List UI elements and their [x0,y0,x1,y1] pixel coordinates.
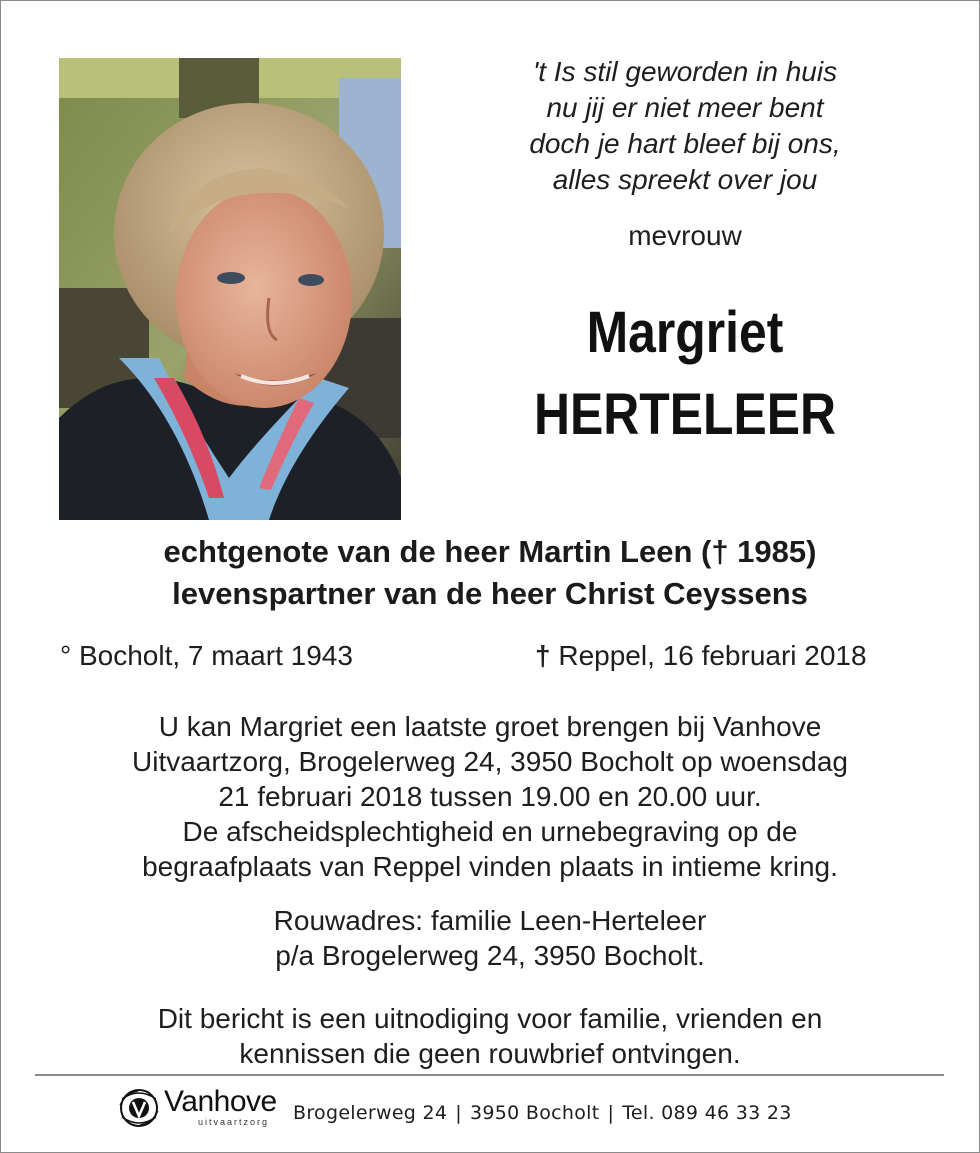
vanhove-logo [116,1083,286,1131]
death-info [535,640,867,672]
divider [35,1074,944,1076]
text-line: Uitvaartzorg, Brogelerweg 24, 3950 Bocholt op woensdag [132,746,848,777]
footer-separator: | [607,1102,615,1124]
text-line: begraafplaats van Reppel vinden plaats in intieme kring. [142,851,838,882]
footer-separator: | [455,1102,462,1124]
mourning-address [40,903,940,973]
relation-partner: levenspartner van de heer Christ Ceyssens [172,576,808,611]
logo-subtitle: uitvaartzorg [198,1117,270,1127]
footer-contact [293,1102,792,1124]
vanhove-emblem-icon [116,1085,162,1131]
text-line: Dit bericht is een uitnodiging voor familie, vrienden en [157,1003,823,1034]
text-line: Rouwadres: familie Leen-Herteleer [273,905,707,936]
text-line: kennissen die geen rouwbrief ontvingen. [239,1038,741,1069]
poem-line: alles spreekt over jou [552,164,818,195]
portrait-illustration [59,58,401,520]
last-name: HERTELEER [533,382,837,447]
text-line: U kan Margriet een laatste groet brengen bij Vanhove [158,711,822,742]
relation-spouse: echtgenote van de heer Martin Leen († 1985) [163,534,817,569]
invitation-notice [40,1001,940,1071]
footer-phone: Tel. 089 46 33 23 [622,1102,792,1124]
poem-line: doch je hart bleef bij ons, [529,128,841,159]
text-line: p/a Brogelerweg 24, 3950 Bocholt. [275,940,705,971]
first-name: Margriet [586,300,784,365]
text-line: 21 februari 2018 tussen 19.00 en 20.00 uur. [218,781,762,812]
honorific: mevrouw [628,220,742,251]
footer-city: 3950 Bocholt [470,1102,600,1124]
birth-info: ° Bocholt, 7 maart 1943 [60,640,353,671]
death-place-date: Reppel, 16 februari 2018 [558,640,867,671]
text-line: De afscheidsplechtigheid en urnebegraving op de [182,816,798,847]
logo-wordmark: Vanhove [164,1085,277,1118]
portrait-photo [59,58,401,520]
poem-line: nu jij er niet meer bent [546,92,824,123]
poem-line: 't Is stil geworden in huis [532,56,838,87]
memorial-poem [440,54,930,198]
footer-street: Brogelerweg 24 [293,1102,448,1124]
cross-icon: † [535,640,551,671]
visitation-text [40,709,940,884]
